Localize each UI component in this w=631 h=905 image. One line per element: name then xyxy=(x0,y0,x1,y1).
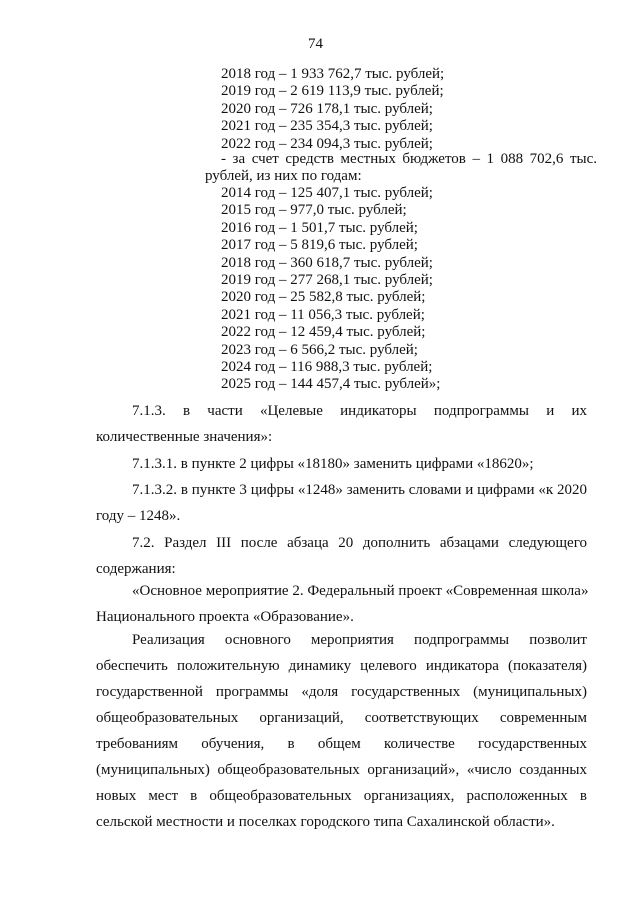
text-line: Реализация основного мероприятия подпрограммы позволит xyxy=(132,632,587,648)
list-item: 2021 год – 235 354,3 тыс. рублей; xyxy=(221,118,433,135)
list-item: 2022 год – 234 094,3 тыс. рублей; xyxy=(221,135,433,152)
text-line: обеспечить положительную динамику целевого индикатора (показателя) xyxy=(96,658,587,674)
paragraph-implementation xyxy=(96,627,587,835)
text-line: 7.1.3.1. в пункте 2 цифры «18180» заменить цифрами «18620»; xyxy=(132,456,534,472)
text-line: содержания: xyxy=(96,561,176,577)
list-item: 2019 год – 277 268,1 тыс. рублей; xyxy=(221,272,433,289)
text-line: количественные значения»: xyxy=(96,429,273,445)
list-item: 2024 год – 116 988,3 тыс. рублей; xyxy=(221,359,433,376)
local-funds-line: - за счет средств местных бюджетов – 1 088 702,6 тыс. xyxy=(221,151,597,167)
list-item: 2020 год – 726 178,1 тыс. рублей; xyxy=(221,100,433,117)
list-item: 2019 год – 2 619 113,9 тыс. рублей; xyxy=(221,83,444,100)
page-number: 74 xyxy=(308,36,323,52)
list-item: 2025 год – 144 457,4 тыс. рублей»; xyxy=(221,376,441,393)
list-item: 2015 год – 977,0 тыс. рублей; xyxy=(221,202,407,219)
paragraph-7-1-3-2 xyxy=(96,477,587,529)
list-item: 2016 год – 1 501,7 тыс. рублей; xyxy=(221,219,418,236)
list-item: 2021 год – 11 056,3 тыс. рублей; xyxy=(221,306,425,323)
text-line: 7.2. Раздел III после абзаца 20 дополнить абзацами следующего xyxy=(132,535,587,551)
text-line: Национального проекта «Образование». xyxy=(96,609,354,625)
funding-by-year-list xyxy=(221,66,444,153)
list-item: 2023 год – 6 566,2 тыс. рублей; xyxy=(221,341,418,358)
text-line: «Основное мероприятие 2. Федеральный проект «Современная школа» xyxy=(132,583,589,599)
paragraph-7-1-3-1 xyxy=(96,451,587,477)
paragraph-7-2 xyxy=(96,530,587,582)
paragraph-main-activity-2 xyxy=(96,578,587,630)
local-funds-line: рублей, из них по годам: xyxy=(205,168,362,185)
text-line: требованиям обучения, в общем количестве государственных xyxy=(96,736,587,752)
text-line: сельской местности и поселках городского типа Сахалинской области». xyxy=(96,814,555,830)
list-item: 2022 год – 12 459,4 тыс. рублей; xyxy=(221,324,426,341)
paragraph-7-1-3 xyxy=(96,398,587,450)
text-line: (муниципальных) общеобразовательных организаций», «число созданных xyxy=(96,762,587,778)
text-line: 7.1.3. в части «Целевые индикаторы подпрограммы и их xyxy=(132,403,587,419)
local-funding-by-year-list xyxy=(221,185,440,394)
text-line: году – 1248». xyxy=(96,508,181,524)
text-line: новых мест в общеобразовательных организациях, расположенных в xyxy=(96,788,587,804)
text-line: общеобразовательных организаций, соответствующих современным xyxy=(96,710,587,726)
list-item: 2018 год – 360 618,7 тыс. рублей; xyxy=(221,254,433,271)
text-line: 7.1.3.2. в пункте 3 цифры «1248» заменить словами и цифрами «к 2020 xyxy=(132,482,587,498)
list-item: 2020 год – 25 582,8 тыс. рублей; xyxy=(221,289,426,306)
local-budget-funds-heading xyxy=(205,151,597,186)
list-item: 2014 год – 125 407,1 тыс. рублей; xyxy=(221,185,433,201)
list-item: 2017 год – 5 819,6 тыс. рублей; xyxy=(221,237,418,254)
list-item: 2018 год – 1 933 762,7 тыс. рублей; xyxy=(221,66,445,82)
text-line: государственной программы «доля государственных (муниципальных) xyxy=(96,684,587,700)
